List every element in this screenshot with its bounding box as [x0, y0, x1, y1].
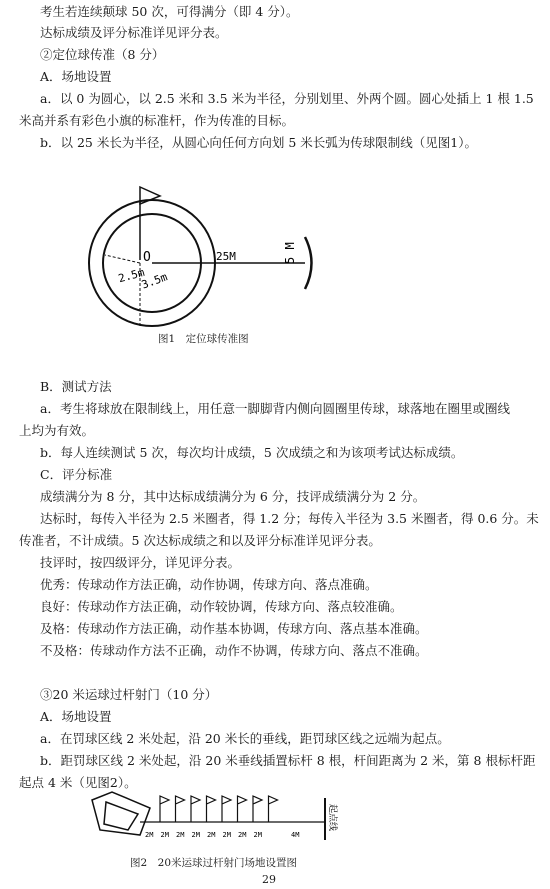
- text-line: a．在罚球区线 2 米处起，沿 20 米长的垂线，距罚球区线之远端为起点。: [40, 731, 450, 746]
- text-line: 达标时，每传入半径为 2.5 米圈者，得 1.2 分；每传入半径为 3.5 米圈者，得 0.6 分。未: [40, 511, 539, 526]
- gap-label: 2M: [145, 831, 154, 839]
- figure1-caption: 图1 定位球传准图: [158, 333, 249, 345]
- text-line: a．以 0 为圆心，以 2.5 米和 3.5 米为半径，分别划里、外两个圆。圆心处插上 1 根 1.5: [40, 91, 534, 106]
- marker-pole-icon: [160, 796, 169, 822]
- limit-arc: [305, 237, 312, 289]
- marker-pole-icon: [253, 796, 262, 822]
- end-label: 4M: [291, 831, 300, 839]
- inner-radius-label: 2.5m: [116, 265, 146, 286]
- gap-label: 2M: [191, 831, 200, 839]
- text-line: b．以 25 米长为半径，从圆心向任何方向划 5 米长弧为传球限制线（见图1）。: [40, 135, 477, 150]
- marker-pole-icon: [238, 796, 247, 822]
- text-line: 起点 4 米（见图2）。: [19, 775, 137, 790]
- text-line: 上均为有效。: [19, 423, 95, 438]
- text-line: 传准者，不计成绩。5 次达标成绩之和以及评分标准详见评分表。: [19, 533, 381, 548]
- start-line-label: 起点线: [327, 804, 337, 832]
- marker-pole-icon: [207, 796, 216, 822]
- gap-label: 2M: [176, 831, 185, 839]
- center-label: O: [143, 250, 151, 265]
- text-line: b．每人连续测试 5 次，每次均计成绩，5 次成绩之和为该项考试达标成绩。: [40, 445, 464, 460]
- gap-label: 2M: [207, 831, 216, 839]
- subsection-heading: C．评分标准: [40, 467, 113, 482]
- text-line: 成绩满分为 8 分，其中达标成绩满分为 6 分，技评成绩满分为 2 分。: [40, 489, 426, 504]
- figure1-diagram: [0, 170, 550, 370]
- text-line: 米高并系有彩色小旗的标准杆，作为传准的目标。: [19, 113, 295, 128]
- text-line: 良好：传球动作方法正确，动作较协调，传球方向、落点较准确。: [40, 599, 403, 614]
- marker-pole-icon: [191, 796, 200, 822]
- marker-pole-icon: [269, 796, 278, 822]
- arc-label: 5 M: [283, 242, 297, 264]
- gap-label: 2M: [253, 831, 262, 839]
- subsection-heading: B．测试方法: [40, 379, 112, 394]
- text-line: 技评时，按四级评分，详见评分表。: [40, 555, 241, 570]
- text-line: b．距罚球区线 2 米处起，沿 20 米垂线插置标杆 8 根，杆间距离为 2 米，第 8 根标杆距: [40, 753, 536, 768]
- figure2-diagram: [0, 790, 550, 850]
- distance-label: 25M: [216, 250, 236, 263]
- text-line: 及格：传球动作方法正确，动作基本协调，传球方向、落点基本准确。: [40, 621, 428, 636]
- inner-radius-line: [105, 255, 140, 263]
- text-line: 达标成绩及评分标准详见评分表。: [40, 25, 228, 40]
- gap-label: 2M: [222, 831, 231, 839]
- outer-radius-label: 3.5m: [139, 270, 170, 292]
- text-line: 考生若连续颠球 50 次，可得满分（即 4 分）。: [40, 4, 299, 19]
- marker-pole-icon: [176, 796, 185, 822]
- figure2-caption: 图2 20米运球过杆射门场地设置图: [130, 857, 298, 869]
- gap-label: 2M: [160, 831, 169, 839]
- goal-box: [104, 802, 138, 830]
- page-number: 29: [262, 873, 276, 886]
- subsection-heading: A．场地设置: [40, 709, 112, 724]
- section-heading: ②定位球传准（8 分）: [40, 47, 165, 62]
- text-line: 不及格：传球动作方法不正确，动作不协调，传球方向、落点不准确。: [40, 643, 428, 658]
- subsection-heading: A．场地设置: [40, 69, 112, 84]
- gap-label: 2M: [238, 831, 247, 839]
- text-line: a．考生将球放在限制线上，用任意一脚脚背内侧向圆圈里传球，球落地在圈里或圈线: [40, 401, 510, 416]
- section-heading: ③20 米运球过杆射门（10 分）: [40, 687, 218, 702]
- text-line: 优秀：传球动作方法正确，动作协调，传球方向、落点准确。: [40, 577, 378, 592]
- marker-pole-icon: [222, 796, 231, 822]
